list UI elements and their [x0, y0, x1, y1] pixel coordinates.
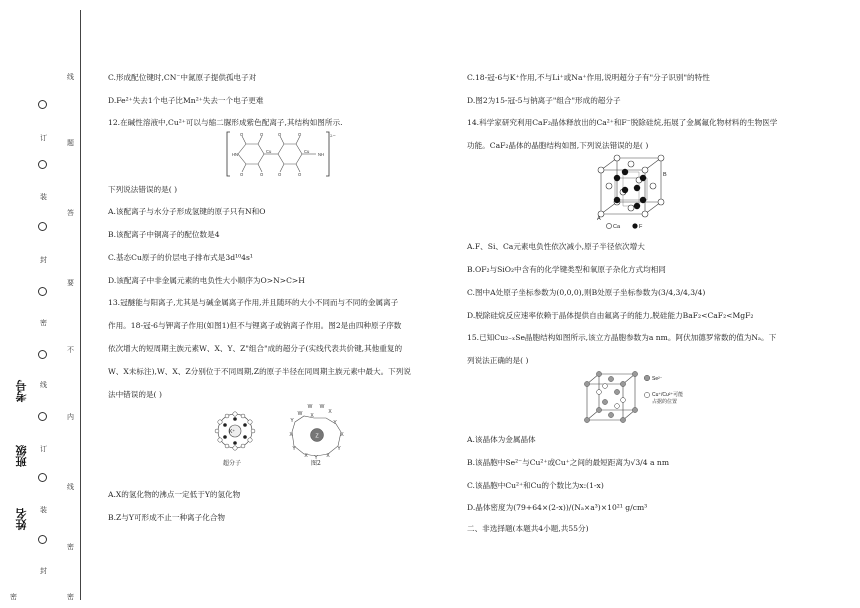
point-a-label: A: [597, 216, 601, 222]
binding-char: 装: [40, 193, 47, 201]
q13-option-b: B.Z与Y可形成不止一种离子化合物: [108, 513, 226, 522]
svg-text:Y: Y: [290, 418, 294, 424]
q15-option-d: D.晶体密度为(79+64×(2-x))/(Nₐ×a³)×10²¹ g/cm³: [467, 503, 648, 512]
svg-text:Cu: Cu: [304, 149, 310, 154]
q13-option-a: A.X的氢化物的沸点一定低于Y的氢化物: [108, 490, 241, 499]
svg-text:O: O: [278, 132, 282, 137]
q13-stem-line1: 13.冠醚能与阳离子,尤其是与碱金属离子作用,并且随环的大小不同而与不同的金属离子: [108, 298, 399, 307]
binding-char: 封: [40, 567, 47, 575]
svg-text:Y: Y: [337, 446, 341, 452]
svg-text:O: O: [240, 172, 244, 177]
q15-stem-line1: 15.已知Cu₂₋ₓSe晶胞结构如图所示,该立方晶胞参数为a nm。阿伏加德罗常数的值为Nₐ。下: [467, 333, 777, 342]
figure1-label: 超分子: [223, 460, 242, 467]
cu2se-unit-cell-figure: [583, 370, 641, 424]
binding-char: 订: [40, 134, 47, 142]
k-ion-label: K⁺: [229, 429, 235, 435]
svg-text:Cu: Cu: [266, 149, 272, 154]
q14-option-c: C.图中A处原子坐标参数为(0,0,0),则B处原子坐标参数为(3/4,3/4,3/4): [467, 288, 706, 297]
binding-line: [80, 10, 81, 600]
svg-text:O: O: [260, 172, 264, 177]
name-label: 姓名: [15, 508, 28, 530]
binding-char: 不: [67, 346, 74, 354]
q15-option-b: B.该晶胞中Se²⁻与Cu²⁺或Cu⁺之间的最短距离为√3/4 a nm: [467, 458, 670, 467]
svg-text:X: X: [340, 432, 344, 438]
q15-option-c: C.该晶胞中Cu²⁺和Cu的个数比为x:(1-x): [467, 481, 604, 490]
binding-hole: [38, 160, 47, 169]
binding-hole: [38, 222, 47, 231]
point-b-label: B: [663, 172, 667, 178]
ca-legend-label: Ca: [613, 224, 621, 230]
q13-stem-line3: 依次增大的短周期主族元素W、X、Y、Z"组合"成的超分子(实线代表共价键,其他重复的: [108, 344, 403, 353]
q12-option-b: B.该配离子中铜离子的配位数是4: [108, 230, 220, 239]
svg-text:O: O: [260, 132, 264, 137]
svg-text:Z: Z: [315, 433, 319, 440]
q14-option-b: B.OF₂与SiO₂中含有的化学键类型和氧原子杂化方式均相同: [467, 265, 666, 274]
right-column: [467, 0, 847, 608]
q12-option-d: D.该配离子中非金属元素的电负性大小顺序为O>N>C>H: [108, 276, 305, 285]
binding-char: 线: [40, 381, 47, 389]
section-2-heading: 二、非选择题(本题共4小题,共55分): [467, 524, 589, 533]
class-label: 班级: [15, 445, 28, 467]
cu-site-legend-label-line2: 占据的位置: [652, 399, 678, 405]
svg-text:O: O: [298, 132, 302, 137]
q12-stem: 12.在碱性溶液中,Cu²⁺可以与缩二脲形成紫色配离子,其结构如图所示.: [108, 118, 343, 127]
svg-text:W: W: [307, 404, 313, 410]
q11-option-d: D.Fe²⁺失去1个电子比Mn²⁺失去一个电子更难: [108, 96, 264, 105]
figure2-label: 图2: [311, 460, 321, 467]
caf2-unit-cell-figure: [595, 152, 673, 232]
svg-text:X: X: [328, 409, 332, 415]
binding-hole: [38, 473, 47, 482]
binding-char: 订: [40, 445, 47, 453]
crown-ether-k-figure: [210, 407, 260, 457]
q14-stem-line1: 14.科学家研究利用CaF₂晶体释放出的Ca²⁺和F⁻脱除硅烷,拓展了金属氟化物材料的生物医学: [467, 118, 778, 127]
svg-text:W: W: [319, 404, 325, 410]
binding-char: 密: [67, 593, 74, 601]
binding-char: 密: [40, 319, 47, 327]
q13-option-d: D.图2为15-冠-5与钠离子"组合"形成的超分子: [467, 96, 621, 105]
q14-option-a: A.F、Si、Ca元素电负性依次减小,原子半径依次增大: [467, 242, 645, 251]
svg-text:NH: NH: [318, 152, 325, 157]
binding-hole: [38, 412, 47, 421]
q13-stem-line4: W、X未标注),W、X、Z分别位于不同周期,Z的原子半径在同周期主族元素中最大。下列说: [108, 367, 411, 376]
svg-text:Y: Y: [314, 455, 318, 460]
binding-hole: [38, 535, 47, 544]
binding-margin: [0, 0, 80, 608]
svg-text:X: X: [310, 413, 314, 419]
q12-option-c: C.基态Cu原子的价层电子排布式是3d¹⁰4s¹: [108, 253, 253, 262]
binding-char: 密: [10, 593, 17, 601]
binding-char: 封: [40, 256, 47, 264]
binding-char: 装: [40, 506, 47, 514]
svg-text:O: O: [298, 172, 302, 177]
q13-stem-line2: 作用。18-冠-6与钾离子作用(如图1)但不与锂离子或钠离子作用。图2是由四种原子序数: [108, 321, 402, 330]
q14-stem-line2: 功能。CaF₂晶体的晶胞结构如图,下列说法错误的是( ): [467, 141, 649, 150]
svg-text:Y: Y: [333, 420, 337, 426]
svg-text:X: X: [289, 432, 293, 438]
q15-option-a: A.该晶体为金属晶体: [467, 435, 536, 444]
svg-text:O: O: [240, 132, 244, 137]
q14-option-d: D.脱除硅烷反应速率依赖于晶体提供自由氟离子的能力,脱硅能力BaF₂<CaF₂<MgF₂: [467, 311, 754, 320]
q12-question: 下列说法错误的是( ): [108, 185, 178, 194]
cu-site-legend-label: Cu⁺/Cu²⁺可能: [652, 392, 684, 398]
crown-ether-figure-2: [286, 402, 348, 460]
q15-stem-line2: 列说法正确的是( ): [467, 356, 529, 365]
svg-text:X: X: [326, 453, 330, 459]
q11-option-c: C.形成配位键时,CN⁻中氮原子提供孤电子对: [108, 73, 257, 82]
binding-char: 线: [67, 483, 74, 491]
f-legend-label: F: [639, 224, 643, 230]
binding-char: 答: [67, 209, 74, 217]
binding-hole: [38, 100, 47, 109]
svg-text:X: X: [304, 453, 308, 459]
q13-stem-line5: 法中错误的是( ): [108, 390, 162, 399]
left-column: [108, 0, 453, 608]
svg-text:2−: 2−: [330, 133, 336, 138]
biuret-copper-complex-figure: [226, 130, 336, 178]
binding-char: 题: [67, 139, 74, 147]
binding-char: 要: [67, 279, 74, 287]
svg-text:Y: Y: [292, 446, 296, 452]
q12-option-a: A.该配离子与水分子形成氢键的原子只有N和O: [108, 207, 266, 216]
svg-text:HN: HN: [232, 152, 239, 157]
binding-hole: [38, 350, 47, 359]
exam-number-label: 考号: [15, 380, 28, 402]
svg-text:O: O: [278, 172, 282, 177]
se-legend-icon: [643, 374, 651, 382]
se-legend-label: Se²⁻: [652, 376, 663, 382]
q13-option-c: C.18-冠-6与K⁺作用,不与Li⁺或Na⁺作用,说明超分子有"分子识别"的特性: [467, 73, 710, 82]
binding-char: 线: [67, 73, 74, 81]
binding-hole: [38, 287, 47, 296]
binding-char: 内: [67, 413, 74, 421]
svg-text:W: W: [297, 411, 303, 417]
cu-site-legend-icon: [643, 391, 651, 399]
binding-char: 密: [67, 543, 74, 551]
